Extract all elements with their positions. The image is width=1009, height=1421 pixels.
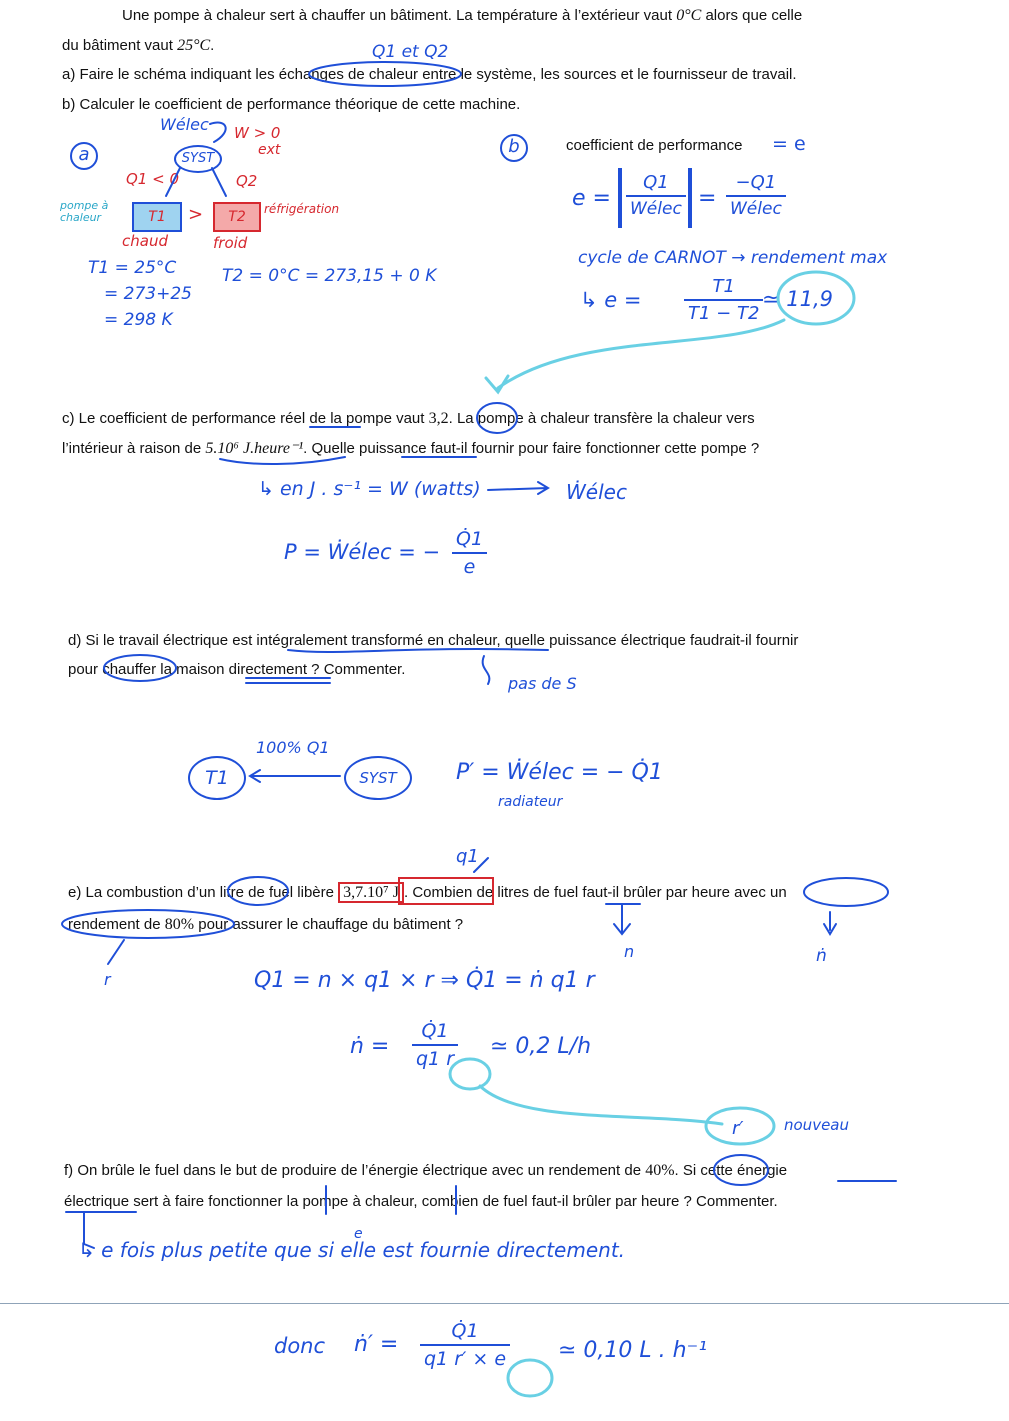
ndot-equals: ṅ = [350, 1034, 390, 1059]
nprime-fraction [420, 1320, 510, 1370]
question-c-line-1 [62, 410, 755, 428]
carnot-e-equals: ↳ e = [580, 288, 642, 312]
no-entropy-note: pas de S [508, 674, 577, 693]
nprime-value: ≃ 0,10 L . h⁻¹ [558, 1338, 708, 1363]
t1-box-label: T1 [148, 209, 166, 225]
heat-pump-note: pompe à chaleur [60, 199, 109, 224]
cold-source-box [213, 202, 261, 232]
new-note: nouveau [784, 1116, 849, 1134]
units-note: ↳ en J . s⁻¹ = W (watts) [258, 478, 481, 500]
abs-bar-right [688, 168, 692, 228]
underline-rate [220, 457, 345, 464]
r-label: r [104, 970, 111, 989]
efficiency-40-value: 40% [645, 1162, 675, 1179]
t2-box-label: T2 [228, 209, 246, 225]
question-b: b) Calculer le coefficient de performance théorique de cette machine. [62, 96, 521, 113]
question-e-text-3: rendement de [68, 916, 161, 933]
cop-neg-numerator: −Q1 [735, 172, 777, 193]
power-fraction [452, 528, 487, 578]
arrow-to-welec [488, 482, 548, 494]
system-node-d: SYST [344, 756, 412, 800]
fuel-equation: Q1 = n × q1 × r ⇒ Q̇1 = ṅ q1 r [254, 968, 595, 993]
question-a: a) Faire le schéma indiquant les échanges de chaleur entre le système, les sources et le fournisseur de travail. [62, 66, 797, 83]
page-divider [0, 1303, 1009, 1304]
e-superscript-note: e [354, 1226, 363, 1242]
highlight-line-r [480, 1086, 722, 1124]
ext-label: ext [258, 142, 281, 158]
question-f-text-1: f) On brûle le fuel dans le but de produire de l’énergie électrique avec un rendement de [64, 1162, 642, 1179]
cop-abs-fraction [626, 172, 686, 219]
intro-line-2: du bâtiment vaut 25°C. [62, 37, 215, 54]
cop-neg-bar [726, 195, 786, 197]
arrow-par-heure [824, 912, 836, 934]
radiator-note: radiateur [498, 794, 563, 810]
ndot-value: ≃ 0,2 L/h [490, 1034, 592, 1059]
ndot-numerator: Q̇1 [421, 1020, 449, 1042]
arrow-to-t1 [250, 770, 340, 782]
r-prime-label: r′ [732, 1118, 744, 1139]
hot-source-box [132, 202, 182, 232]
real-cop-value: 3,2 [428, 410, 449, 427]
efficiency-80-value: 80% [164, 916, 195, 933]
question-e-text-2: . Combien de litres de fuel faut-il brûler par heure avec un [403, 884, 787, 901]
fuel-energy-value: 3,7.10⁷ J [338, 882, 404, 903]
cop-equals-2: = [698, 186, 717, 211]
carnot-bar [684, 299, 763, 301]
intro-text-2: alors que celle [705, 7, 803, 24]
welec-dot-label: Ẇélec [566, 480, 627, 504]
q2-label: Q2 [236, 172, 258, 190]
question-e-text-1: e) La combustion d’un litre de fuel libère [68, 884, 334, 901]
question-f-line-1 [64, 1162, 787, 1180]
inside-temperature: 25°C [177, 37, 211, 54]
welec-label: Wélec [160, 115, 209, 134]
question-c-text-3: l’intérieur à raison de [62, 440, 202, 457]
power-bar [452, 552, 487, 554]
cop-abs-denominator: Wélec [630, 199, 682, 219]
refrigeration-note: réfrigération [264, 202, 340, 216]
carnot-value: ≃ 11,9 [762, 287, 834, 311]
power-denominator: e [463, 556, 476, 578]
e-equals: e = [572, 186, 611, 211]
question-e-line-1 [68, 884, 787, 902]
cop-label: coefficient de performance [566, 137, 743, 154]
question-c-text-1: c) Le coefficient de performance réel de la pompe vaut [62, 410, 425, 427]
nprime-bar [420, 1344, 510, 1346]
full-heat-label: 100% Q1 [256, 738, 330, 757]
q1-fuel-label: q1 [456, 846, 479, 867]
cop-neg-fraction [726, 172, 786, 219]
greater-than-sign: > [188, 204, 204, 225]
system-node: SYST [174, 145, 222, 173]
question-f-text-2: . Si cette énergie [674, 1162, 788, 1179]
intro-text-3: du bâtiment vaut [62, 37, 173, 54]
arrow-r [108, 940, 124, 964]
intro-line-1 [122, 7, 802, 25]
part-a-marker: a [70, 142, 98, 170]
question-e-line-2 [68, 916, 463, 934]
w-positive-label: W > 0 [234, 124, 281, 142]
t1-node: T1 [188, 756, 246, 800]
ndot-bar [412, 1044, 458, 1046]
cop-abs-numerator: Q1 [643, 172, 669, 193]
carnot-numerator: T1 [712, 276, 735, 297]
question-d-line-2: pour chauffer la maison directement ? Commenter. [68, 661, 406, 678]
question-c-line-2 [62, 440, 759, 458]
question-c-text-2: . La pompe à chaleur transfère la chaleur vers [448, 410, 755, 427]
t1-conversion-3: = 298 K [104, 310, 173, 330]
question-e-text-4: pour assurer le chauffage du bâtiment ? [198, 916, 464, 933]
abs-bar-left [618, 168, 622, 228]
carnot-fraction [684, 276, 763, 324]
nprime-denominator: q1 r′ × e [424, 1348, 507, 1370]
nprime-equals: ṅ′ = [354, 1332, 399, 1357]
ndot-label: ṅ [816, 946, 827, 966]
carnot-note: cycle de CARNOT → rendement max [578, 248, 888, 268]
question-d-line-1: d) Si le travail électrique est intégralement transformé en chaleur, quelle puissance électrique faudrait-il fournir [68, 632, 799, 649]
hot-label: chaud [122, 232, 168, 250]
t1-conversion-1: T1 = 25°C [88, 258, 177, 278]
t2-conversion: T2 = 0°C = 273,15 + 0 K [222, 266, 437, 286]
ndot-fraction [412, 1020, 458, 1070]
ndot-denominator: q1 r [416, 1048, 454, 1070]
cop-equals-e: = e [772, 133, 806, 155]
nprime-numerator: Q̇1 [451, 1320, 479, 1342]
cop-neg-denominator: Wélec [730, 199, 782, 219]
question-f-line-2: électrique sert à faire fonctionner la pompe à chaleur, combien de fuel faut-il brûler par heure ? Commenter. [64, 1193, 778, 1210]
brace-d [483, 656, 490, 684]
outside-temperature: 0°C [676, 7, 702, 24]
carnot-denominator: T1 − T2 [688, 303, 760, 324]
n-label: n [624, 942, 635, 961]
note-q1-q2: Q1 et Q2 [372, 42, 449, 62]
power-numerator: Q̇1 [456, 528, 484, 550]
heat-rate-value: 5.10⁶ J.heure⁻¹ [205, 440, 304, 457]
part-b-marker: b [500, 134, 528, 162]
highlight-arrow-to-c [486, 320, 784, 392]
intro-text-1: Une pompe à chaleur sert à chauffer un bâtiment. La température à l’extérieur vaut [122, 7, 673, 24]
t1-conversion-2: = 273+25 [104, 284, 192, 304]
donc-label: donc [274, 1334, 326, 1358]
arrow-litres [606, 904, 640, 934]
comparison-comment: ↳ e fois plus petite que si elle est fournie directement. [78, 1238, 626, 1262]
highlight-times-e [508, 1360, 552, 1396]
question-c-text-4: . Quelle puissance faut-il fournir pour faire fonctionner cette pompe ? [303, 440, 760, 457]
direct-power-equation: P′ = Ẇélec = − Q̇1 [456, 760, 663, 785]
line-syst-t2 [212, 168, 226, 196]
arrow-welec [210, 123, 226, 142]
circle-par-heure [804, 878, 888, 906]
cop-abs-bar [626, 195, 686, 197]
power-equation: P = Ẇélec = − [284, 540, 441, 564]
cold-label: froid [213, 234, 248, 252]
q1-negative-label: Q1 < 0 [126, 170, 179, 188]
